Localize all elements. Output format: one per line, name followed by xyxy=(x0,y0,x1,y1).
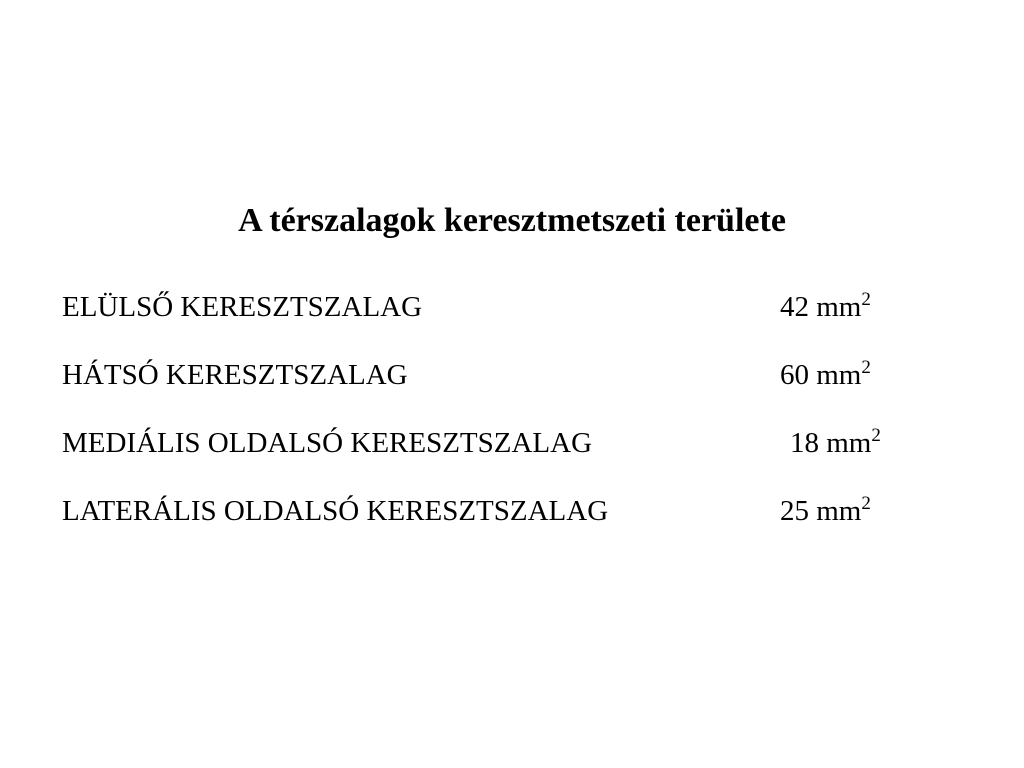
area-value: 18 xyxy=(790,427,819,459)
area-unit xyxy=(816,359,871,391)
area-value: 60 xyxy=(780,359,809,391)
unit-exponent: 2 xyxy=(861,357,871,378)
area-unit xyxy=(826,427,881,459)
unit-text: mm xyxy=(816,291,862,323)
unit-text: mm xyxy=(816,495,862,527)
ligament-row-lateral-collateral xyxy=(62,491,962,531)
unit-text: mm xyxy=(826,427,872,459)
slide-title: A térszalagok keresztmetszeti területe xyxy=(238,202,786,239)
ligament-row-posterior-cruciate xyxy=(62,355,962,395)
unit-exponent: 2 xyxy=(861,493,871,514)
unit-exponent: 2 xyxy=(871,425,881,446)
ligament-name: ELÜLSŐ KERESZTSZALAG xyxy=(62,291,423,323)
ligament-name: LATERÁLIS OLDALSÓ KERESZTSZALAG xyxy=(62,495,609,527)
area-value: 42 xyxy=(780,291,809,323)
ligament-name: MEDIÁLIS OLDALSÓ KERESZTSZALAG xyxy=(62,427,593,459)
area-unit xyxy=(816,495,871,527)
area-unit xyxy=(816,291,871,323)
cross-section-area xyxy=(790,423,881,463)
cross-section-area xyxy=(780,287,871,327)
ligament-row-medial-collateral xyxy=(62,423,962,463)
cross-section-area xyxy=(780,355,871,395)
ligament-row-anterior-cruciate xyxy=(62,287,962,327)
ligament-name: HÁTSÓ KERESZTSZALAG xyxy=(62,359,408,391)
unit-text: mm xyxy=(816,359,862,391)
area-value: 25 xyxy=(780,495,809,527)
cross-section-area xyxy=(780,491,871,531)
unit-exponent: 2 xyxy=(861,289,871,310)
